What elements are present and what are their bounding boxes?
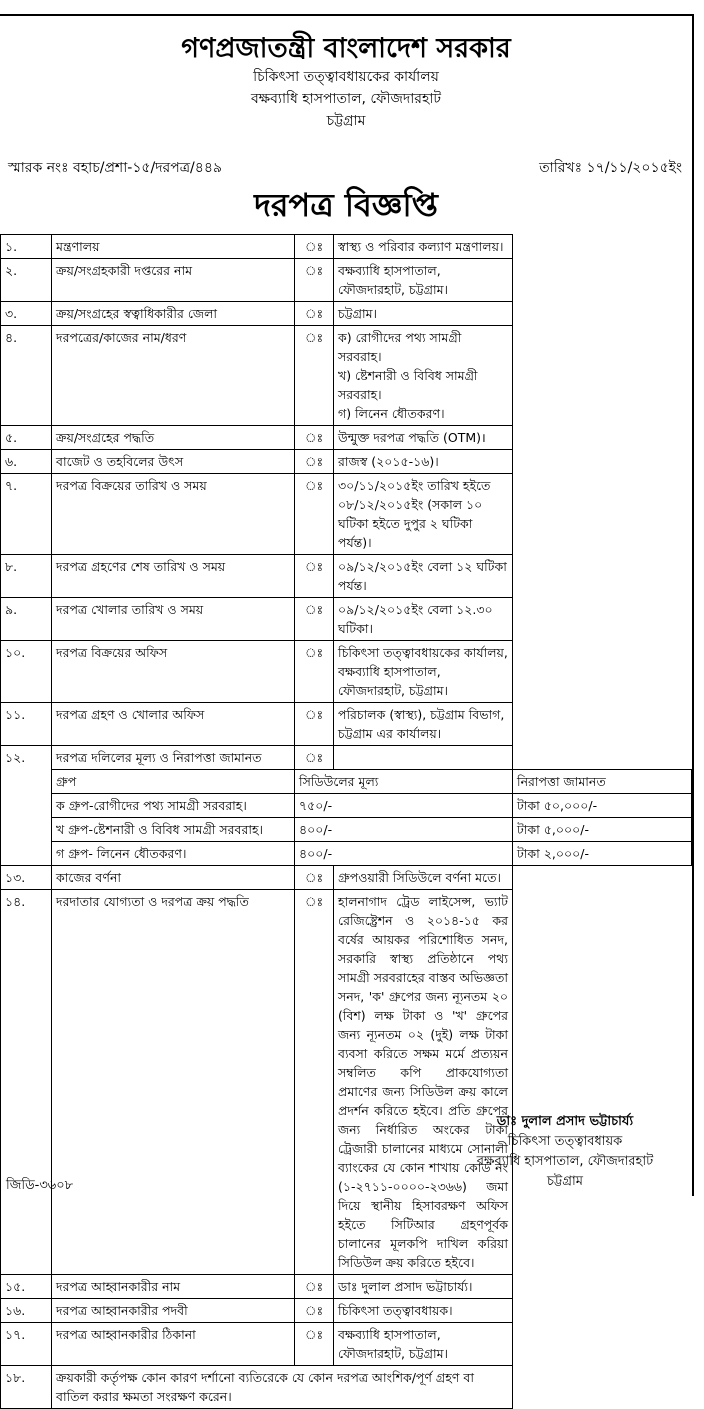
- row-value: গ্রুপওয়ারী সিডিউলে বর্ণনা মতে।: [334, 866, 513, 890]
- group-name: ক গ্রুপ-রোগীদের পথ্য সামগ্রী সরবরাহ।: [52, 794, 295, 818]
- row-label: ক্রয়/সংগ্রহের পদ্ধতি: [52, 426, 295, 450]
- serial-number: ২.: [1, 259, 52, 302]
- colon: ঃ: [295, 474, 334, 555]
- colon: ঃ: [295, 1323, 334, 1366]
- group-header: গ্রুপ: [52, 770, 295, 794]
- row-value: ০৯/১২/২০১৫ইং বেলা ১২ ঘটিকা পর্যন্ত।: [334, 555, 513, 598]
- work-item-a: ক) রোগীদের পথ্য সামগ্রী সরবরাহ।: [338, 330, 462, 364]
- table-row: [1, 426, 692, 450]
- colon: ঃ: [295, 450, 334, 474]
- security-deposit: টাকা ২,০০০/-: [513, 842, 692, 866]
- serial-number: ৫.: [1, 426, 52, 450]
- table-row: [1, 598, 692, 641]
- row-label: দরপত্র দলিলের মূল্য ও নিরাপত্তা জামানত: [52, 746, 295, 770]
- signatory-name: ডাঃ দুলাল প্রসাদ ভট্টাচার্য্য: [496, 1114, 634, 1129]
- row-value: ০৯/১২/২০১৫ইং বেলা ১২.৩০ ঘটিকা।: [334, 598, 513, 641]
- colon: ঃ: [295, 302, 334, 326]
- signatory-city: চট্টগ্রাম: [547, 1174, 583, 1189]
- colon: ঃ: [295, 1275, 334, 1299]
- serial-number: ৪.: [1, 326, 52, 426]
- table-row: [1, 890, 692, 1275]
- row-label: মন্ত্রণালয়: [52, 235, 295, 259]
- row-label: দরপত্র আহ্বানকারীর পদবী: [52, 1299, 295, 1323]
- colon: ঃ: [295, 641, 334, 703]
- security-deposit: টাকা ৫,০০০/-: [513, 818, 692, 842]
- schedule-price: ৪০০/-: [295, 818, 513, 842]
- schedule-price-header: সিডিউলের মূল্য: [295, 770, 513, 794]
- row-value: হালনাগাদ ট্রেড লাইসেন্স, ভ্যাট রেজিষ্ট্রেশন ও ২০১৪-১৫ কর বর্ষের আয়কর পরিশোধিত সনদ, সরকারি স্বাস্থ্য প্রতিষ্ঠানে পথ্য সামগ্রী সরবরাহের বাস্তব অভিজ্ঞতা সনদ, 'ক' গ্রুপের জন্য ন্যূনতম ২০ (বিশ) লক্ষ টাকা ও 'খ' গ্রুপের জন্য ন্যূনতম ০২ (দুই) লক্ষ টাকা ব্যবসা করিতে সক্ষম মর্মে প্রত্যয়ন সম্বলিত কপি প্রাকযোগ্যতা প্রমাণের জন্য সিডিউল ক্রয় কালে প্রদর্শন করিতে হইবে। প্রতি গ্রুপের জন্য নির্ধারিত অংকের টাকা ট্রেজারী চালানের মাধ্যমে সোনালী ব্যাংকের যে কোন শাখায় কোড নং (১-২৭১১-০০০০-২৩৬৬) জমা দিয়ে স্থানীয় হিসাবরক্ষণ অফিস হইতে সিটিআর গ্রহণপূর্বক চালানের মূলকপি দাখিল করিয়া সিডিউল ক্রয় করিতে হইবে।: [334, 890, 513, 1275]
- serial-number: ১৫.: [1, 1275, 52, 1299]
- row-value: ৩০/১১/২০১৫ইং তারিখ হইতে ০৮/১২/২০১৫ইং (সকাল ১০ ঘটিকা হইতে দুপুর ২ ঘটিকা পর্যন্ত)।: [334, 474, 513, 555]
- row-value: স্বাস্থ্য ও পরিবার কল্যাণ মন্ত্রণালয়।: [334, 235, 513, 259]
- row-label: দরপত্র বিক্রয়ের অফিস: [52, 641, 295, 703]
- colon: ঃ: [295, 598, 334, 641]
- colon: ঃ: [295, 890, 334, 1275]
- serial-number: ৬.: [1, 450, 52, 474]
- row-value: [334, 746, 513, 770]
- work-item-c: গ) লিনেন ধৌতকরণ।: [338, 406, 445, 421]
- serial-number: ১.: [1, 235, 52, 259]
- table-row: [1, 1366, 692, 1409]
- table-row: [1, 235, 692, 259]
- table-row: [1, 474, 692, 555]
- colon: ঃ: [295, 746, 334, 770]
- serial-number: ১৪.: [1, 890, 52, 1275]
- security-deposit-header: নিরাপত্তা জামানত: [513, 770, 692, 794]
- serial-number: ৯.: [1, 598, 52, 641]
- row-label: দরদাতার যোগ্যতা ও দরপত্র ক্রয় পদ্ধতি: [52, 890, 295, 1275]
- table-row: [1, 1323, 692, 1366]
- serial-number: ১১.: [1, 703, 52, 746]
- row-label: দরপত্র গ্রহণ ও খোলার অফিস: [52, 703, 295, 746]
- colon: ঃ: [295, 866, 334, 890]
- serial-number: ১৭.: [1, 1323, 52, 1366]
- group-row: [1, 818, 692, 842]
- colon: ঃ: [295, 703, 334, 746]
- table-row: [1, 326, 692, 426]
- row-value: পরিচালক (স্বাস্থ্য), চট্টগ্রাম বিভাগ, চট্টগ্রাম এর কার্যালয়।: [334, 703, 513, 746]
- group-name: খ গ্রুপ-ষ্টেশনারী ও বিবিধ সামগ্রী সরবরাহ।: [52, 818, 295, 842]
- serial-number: ১৩.: [1, 866, 52, 890]
- row-value: [334, 326, 513, 426]
- group-name: গ গ্রুপ- লিনেন ধৌতকরণ।: [52, 842, 295, 866]
- row-value: ক্রয়কারী কর্তৃপক্ষ কোন কারণ দর্শানো ব্যতিরেকে যে কোন দরপত্র আংশিক/পূর্ণ গ্রহণ বা বাতিল করার ক্ষমতা সংরক্ষণ করেন।: [52, 1366, 513, 1409]
- table-row: [1, 746, 692, 770]
- serial-number: ১২.: [1, 746, 52, 866]
- office-name: চিকিৎসা তত্ত্বাবধায়কের কার্যালয়: [253, 69, 439, 85]
- row-label: দরপত্র আহ্বানকারীর ঠিকানা: [52, 1323, 295, 1366]
- schedule-price: ৪০০/-: [295, 842, 513, 866]
- row-label: ক্রয়/সংগ্রহের স্বত্বাধিকারীর জেলা: [52, 302, 295, 326]
- schedule-price: ৭৫০/-: [295, 794, 513, 818]
- row-value: চিকিৎসা তত্ত্বাবধায়ক।: [334, 1299, 513, 1323]
- serial-number: ৩.: [1, 302, 52, 326]
- row-label: দরপত্র বিক্রয়ের তারিখ ও সময়: [52, 474, 295, 555]
- signatory-title: চিকিৎসা তত্ত্বাবধায়ক: [507, 1134, 623, 1149]
- signature-block: [440, 1112, 690, 1192]
- row-value: ডাঃ দুলাল প্রসাদ ভট্টাচার্য্য।: [334, 1275, 513, 1299]
- row-label: দরপত্র আহ্বানকারীর নাম: [52, 1275, 295, 1299]
- row-value: বক্ষব্যাধি হাসপাতাল, ফৌজদারহাট, চট্টগ্রাম।: [334, 259, 513, 302]
- work-item-b: খ) ষ্টেশনারী ও বিবিধ সামগ্রী সরবরাহ।: [338, 368, 478, 402]
- colon: ঃ: [295, 426, 334, 450]
- serial-number: ৭.: [1, 474, 52, 555]
- group-row: [1, 794, 692, 818]
- table-row: [1, 555, 692, 598]
- serial-number: ৮.: [1, 555, 52, 598]
- colon: ঃ: [295, 326, 334, 426]
- row-value: উন্মুক্ত দরপত্র পদ্ধতি (OTM)।: [334, 426, 513, 450]
- table-row: [1, 1275, 692, 1299]
- tender-details-table: [0, 234, 692, 1409]
- hospital-name: বক্ষব্যাধি হাসপাতাল, ফৌজদারহাট: [250, 91, 442, 107]
- row-label: দরপত্র খোলার তারিখ ও সময়: [52, 598, 295, 641]
- gd-code: জিডি-৩৬০৮: [6, 1178, 74, 1193]
- row-label: দরপত্রের/কাজের নাম/ধরণ: [52, 326, 295, 426]
- group-row: [1, 842, 692, 866]
- colon: ঃ: [295, 1299, 334, 1323]
- government-title: গণপ্রজাতন্ত্রী বাংলাদেশ সরকার: [181, 33, 511, 64]
- colon: ঃ: [295, 555, 334, 598]
- table-row: [1, 1299, 692, 1323]
- table-row: [1, 641, 692, 703]
- row-value: চট্টগ্রাম।: [334, 302, 513, 326]
- table-row: [1, 450, 692, 474]
- row-label: দরপত্র গ্রহণের শেষ তারিখ ও সময়: [52, 555, 295, 598]
- signatory-org: বক্ষব্যাধি হাসপাতাল, ফৌজদারহাট: [476, 1154, 654, 1169]
- row-value: বক্ষব্যাধি হাসপাতাল, ফৌজদারহাট, চট্টগ্রাম।: [334, 1323, 513, 1366]
- notice-date: তারিখঃ ১৭/১১/২০১৫ইং: [539, 160, 682, 176]
- row-value: চিকিৎসা তত্ত্বাবধায়কের কার্যালয়, বক্ষব্যাধি হাসপাতাল, ফৌজদারহাট, চট্টগ্রাম।: [334, 641, 513, 703]
- serial-number: ১০.: [1, 641, 52, 703]
- table-row: [1, 302, 692, 326]
- notice-title: দরপত্র বিজ্ঞপ্তি: [254, 186, 438, 224]
- serial-number: ১৮.: [1, 1366, 52, 1409]
- row-value: রাজস্ব (২০১৫-১৬)।: [334, 450, 513, 474]
- city-name: চট্টগ্রাম: [326, 113, 366, 129]
- table-row: [1, 703, 692, 746]
- row-label: কাজের বর্ণনা: [52, 866, 295, 890]
- colon: ঃ: [295, 235, 334, 259]
- colon: ঃ: [295, 259, 334, 302]
- row-label: বাজেট ও তহবিলের উৎস: [52, 450, 295, 474]
- row-label: ক্রয়/সংগ্রহকারী দপ্তরের নাম: [52, 259, 295, 302]
- table-row: [1, 866, 692, 890]
- letterhead: [0, 32, 692, 132]
- group-header-row: [1, 770, 692, 794]
- serial-number: ১৬.: [1, 1299, 52, 1323]
- security-deposit: টাকা ৫০,০০০/-: [513, 794, 692, 818]
- table-row: [1, 259, 692, 302]
- memo-number: স্মারক নংঃ বহাচ/প্রশা-১৫/দরপত্র/৪৪৯: [8, 160, 223, 176]
